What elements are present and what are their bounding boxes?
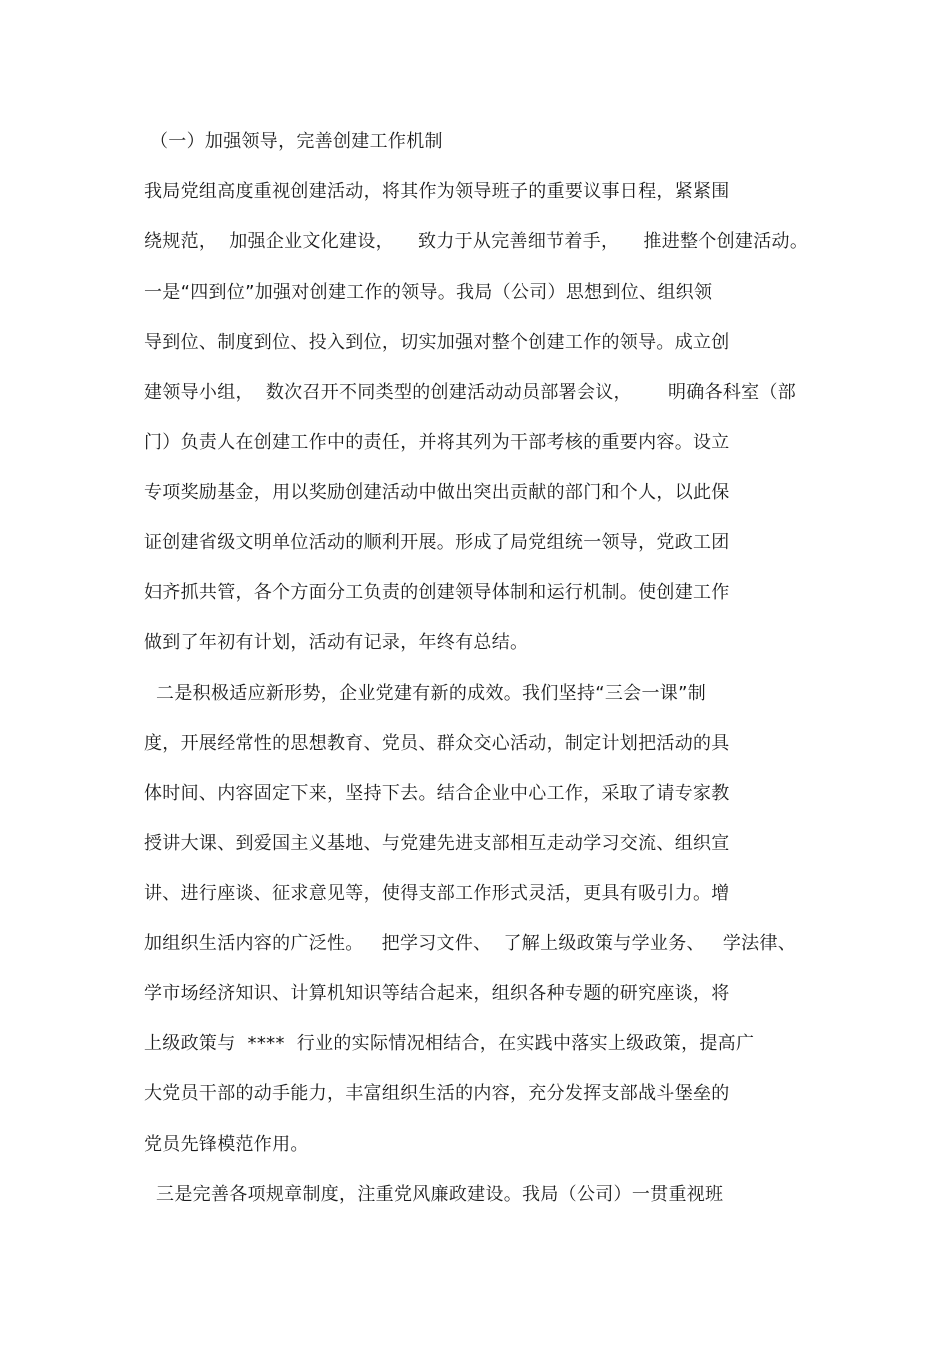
text-line: 导到位、制度到位、投入到位，切实加强对整个创建工作的领导。成立创 [144, 332, 730, 353]
text-line: 加组织生活内容的广泛性。 把学习文件、 了解上级政策与学业务、 学法律、 [144, 933, 797, 954]
text-line: 三是完善各项规章制度，注重党风廉政建设。我局（公司）一贯重视班 [144, 1184, 724, 1205]
text-line: 体时间、内容固定下来，坚持下去。结合企业中心工作，采取了请专家教 [144, 783, 730, 804]
text-line: 授讲大课、到爱国主义基地、与党建先进支部相互走动学习交流、组织宣 [144, 833, 730, 854]
text-line: 证创建省级文明单位活动的顺利开展。形成了局党组统一领导，党政工团 [144, 532, 730, 553]
text-line: 一是“四到位”加强对创建工作的领导。我局（公司）思想到位、组织领 [144, 282, 713, 303]
text-line: 度，开展经常性的思想教育、党员、群众交心活动，制定计划把活动的具 [144, 733, 730, 754]
text-line: 绕规范， 加强企业文化建设， 致力于从完善细节着手， 推进整个创建活动。 [144, 231, 809, 252]
text-line: 做到了年初有计划，活动有记录，年终有总结。 [144, 632, 529, 653]
text-line: 我局党组高度重视创建活动，将其作为领导班子的重要议事日程，紧紧围 [144, 181, 730, 202]
text-line: 建领导小组， 数次召开不同类型的创建活动动员部署会议， 明确各科室（部 [144, 382, 797, 403]
text-line: 上级政策与 **** 行业的实际情况相结合，在实践中落实上级政策，提高广 [144, 1033, 755, 1054]
text-line: 学市场经济知识、计算机知识等结合起来，组织各种专题的研究座谈，将 [144, 983, 730, 1004]
text-line: 大党员干部的动手能力，丰富组织生活的内容，充分发挥支部战斗堡垒的 [144, 1083, 730, 1104]
text-line: 妇齐抓共管，各个方面分工负责的创建领导体制和运行机制。使创建工作 [144, 582, 730, 603]
section-heading: （一）加强领导，完善创建工作机制 [150, 131, 443, 152]
text-line: 党员先锋模范作用。 [144, 1134, 309, 1155]
text-line: 二是积极适应新形势，企业党建有新的成效。我们坚持“三会一课”制 [144, 683, 706, 704]
text-line: 门）负责人在创建工作中的责任，并将其列为干部考核的重要内容。设立 [144, 432, 730, 453]
text-line: 专项奖励基金，用以奖励创建活动中做出突出贡献的部门和个人，以此保 [144, 482, 730, 503]
text-line: 讲、进行座谈、征求意见等，使得支部工作形式灵活，更具有吸引力。增 [144, 883, 730, 904]
